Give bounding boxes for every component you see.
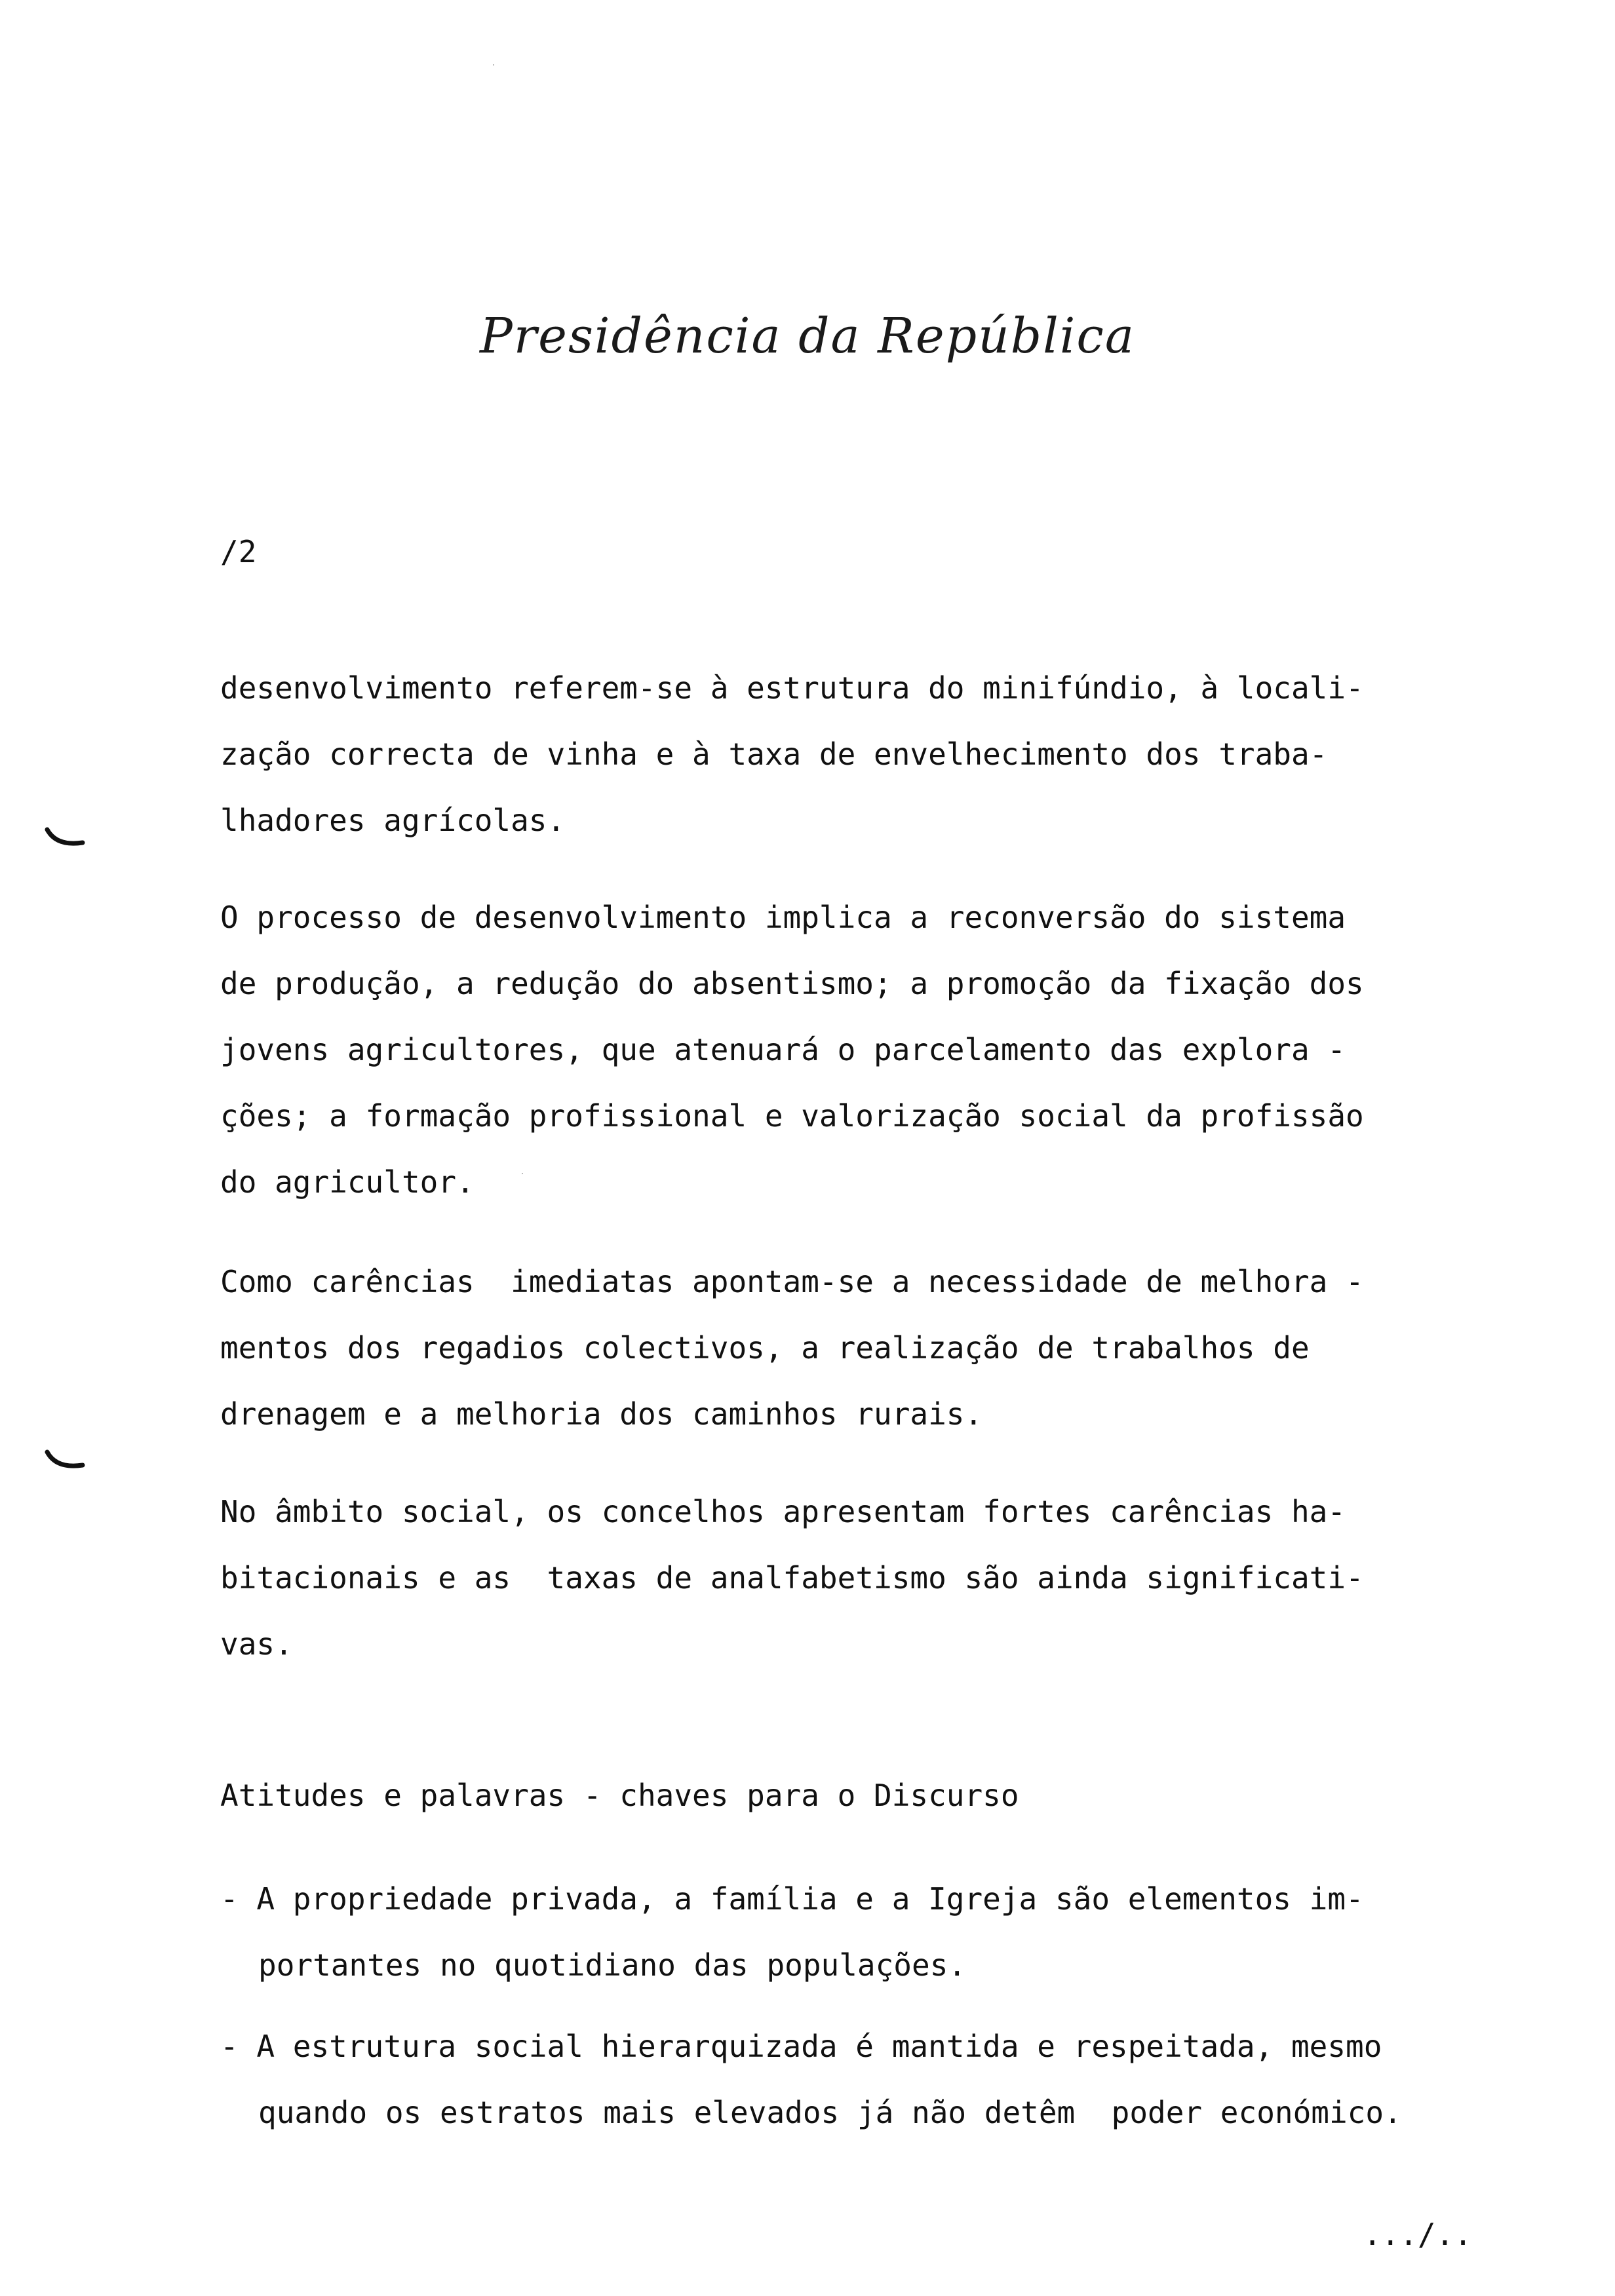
paragraph-line: vas.: [220, 1626, 293, 1662]
bullet-item: [220, 1866, 1466, 1999]
paragraph: [220, 1249, 1466, 1447]
paragraph-line: lhadores agrícolas.: [220, 803, 566, 838]
paragraph-line: mentos dos regadios colectivos, a realização de trabalhos de: [220, 1330, 1310, 1366]
bullet-line: - A propriedade privada, a família e a Igreja são elementos im-: [220, 1881, 1364, 1917]
margin-curve-mark: [45, 827, 85, 849]
paragraph-line: bitacionais e as taxas de analfabetismo são ainda significati-: [220, 1560, 1364, 1596]
bullet-item: [220, 2014, 1466, 2146]
bullet-line: quando os estratos mais elevados já não detêm poder económico.: [258, 2095, 1402, 2130]
paragraph: [220, 885, 1466, 1215]
paragraph: [220, 1479, 1466, 1677]
margin-curve-mark: [45, 1449, 85, 1472]
paper-speck: [493, 64, 494, 66]
bullet-line: - A estrutura social hierarquizada é mantida e respeitada, mesmo: [220, 2029, 1382, 2064]
paragraph-line: de produção, a redução do absentismo; a promoção da fixação dos: [220, 966, 1364, 1001]
paragraph: [220, 655, 1466, 854]
paragraph-line: do agricultor.: [220, 1164, 475, 1200]
paragraph-line: jovens agricultores, que atenuará o parcelamento das explora -: [220, 1032, 1346, 1067]
paragraph-line: O processo de desenvolvimento implica a reconversão do sistema: [220, 900, 1346, 935]
paragraph-line: desenvolvimento referem-se à estrutura do minifúndio, à locali-: [220, 670, 1364, 706]
paragraph-line: zação correcta de vinha e à taxa de envelhecimento dos traba-: [220, 737, 1328, 772]
paragraph-line: drenagem e a melhoria dos caminhos rurais.: [220, 1396, 983, 1432]
letterhead-title: Presidência da República: [480, 308, 1135, 364]
paragraph-line: Como carências imediatas apontam-se a necessidade de melhora -: [220, 1264, 1364, 1299]
paragraph-line: ções; a formação profissional e valorização social da profissão: [220, 1098, 1364, 1134]
page-number: /2: [220, 534, 257, 569]
bullet-line: portantes no quotidiano das populações.: [258, 1947, 967, 1983]
paper-speck: [522, 1173, 523, 1174]
section-heading: Atitudes e palavras - chaves para o Discurso: [220, 1778, 1019, 1813]
continuation-mark: .../..: [1363, 2217, 1472, 2252]
paragraph-line: No âmbito social, os concelhos apresentam fortes carências ha-: [220, 1494, 1346, 1529]
